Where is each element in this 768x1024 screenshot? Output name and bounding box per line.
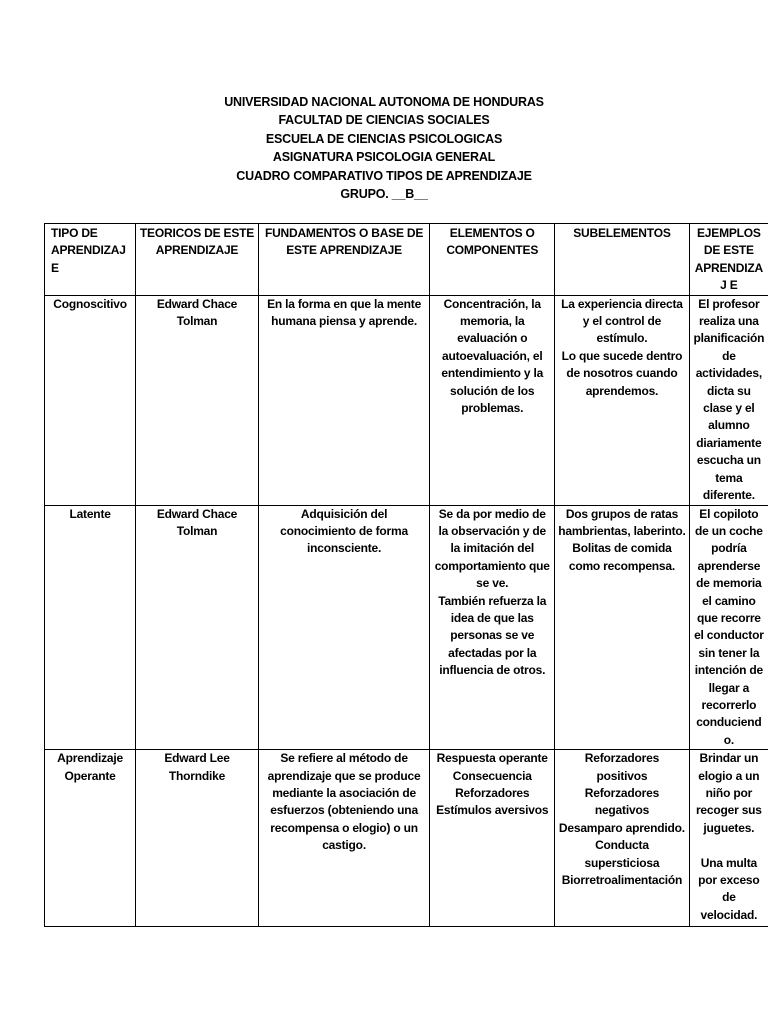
cell-text: Brindar un elogio a un niño por recoger sus juguetes. Una multa por exceso de velocidad.: [695, 751, 762, 922]
cell-fundamentos: [258, 750, 430, 927]
cell-subelementos: [555, 750, 690, 927]
cell-text: Se da por medio de la observación y de la imitación del comportamiento que se ve. También refuerza la idea de que las personas se ve afectadas por la influencia de otros.: [434, 506, 550, 678]
table-row: [45, 505, 768, 750]
school-name: ESCUELA DE CIENCIAS PSICOLOGICAS: [265, 131, 503, 146]
cell-ejemplos: [689, 295, 768, 505]
course-name: ASIGNATURA PSICOLOGIA GENERAL: [272, 150, 496, 165]
university-name: UNIVERSIDAD NACIONAL AUTONOMA DE HONDURAS: [224, 95, 544, 109]
cell-text: Aprendizaje Operante: [57, 751, 123, 783]
cell-teoricos: [136, 295, 259, 505]
document-header: [0, 93, 768, 203]
column-header-teoricos: TEORICOS DE ESTE APRENDIZAJE: [136, 224, 259, 296]
faculty-name: FACULTAD DE CIENCIAS SOCIALES: [278, 113, 490, 128]
cell-teoricos: [136, 505, 259, 750]
column-header-tipo: TIPO DE APRENDIZAJ E: [45, 224, 136, 296]
cell-text: Edward Lee Thorndike: [164, 751, 230, 783]
cell-text: Respuesta operante Consecuencia Reforzadores Estímulos aversivos: [436, 751, 549, 818]
cell-text: Dos grupos de ratas hambrientas, laberinto. Bolitas de comida como recompensa.: [558, 506, 686, 573]
cell-text: Concentración, la memoria, la evaluación o autoevaluación, el entendimiento y la solución de los problemas.: [441, 296, 544, 416]
cell-ejemplos: [689, 505, 768, 750]
cell-tipo: [45, 295, 136, 505]
cell-subelementos: [555, 295, 690, 505]
cell-tipo: [45, 505, 136, 750]
column-header-elementos: ELEMENTOS O COMPONENTES: [430, 224, 555, 296]
cell-text: Edward Chace Tolman: [156, 296, 238, 329]
cell-fundamentos: [258, 295, 430, 505]
cell-text: La experiencia directa y el control de estímulo. Lo que sucede dentro de nosotros cuando aprendemos.: [561, 296, 683, 398]
table-row: [45, 295, 768, 505]
cell-text: El profesor realiza una planificación de actividades, dicta su clase y el alumno diariamente escucha un tema diferente.: [693, 296, 765, 503]
cell-text: Adquisición del conocimiento de forma inconsciente.: [280, 506, 408, 556]
cell-text: Edward Chace Tolman: [156, 506, 238, 538]
cell-text: Cognoscitivo: [53, 296, 127, 311]
column-header-ejemplos: EJEMPLOS DE ESTE APRENDIZAJ E: [689, 224, 768, 296]
cell-text: El copiloto de un coche podría aprenderse de memoria el camino que recorre el conductor sin tener la intención de llegar a recorrerlo conduciendo.: [694, 506, 764, 747]
cell-ejemplos: [689, 750, 768, 927]
cell-teoricos: [136, 750, 259, 927]
table-row: [45, 750, 768, 927]
cell-text: Latente: [69, 506, 111, 521]
column-header-fundamentos: FUNDAMENTOS O BASE DE ESTE APRENDIZAJE: [258, 224, 430, 296]
comparison-table: [44, 223, 768, 927]
cell-text: Se refiere al método de aprendizaje que se produce mediante la asociación de esfuerzos (obteniendo una recompensa o elogio) o un castigo.: [267, 751, 421, 853]
cell-tipo: [45, 750, 136, 927]
cell-elementos: [430, 750, 555, 927]
cell-text: En la forma en que la mente humana piensa y aprende.: [267, 296, 422, 329]
column-header-subelementos: SUBELEMENTOS: [555, 224, 690, 296]
cell-subelementos: [555, 505, 690, 750]
group-label: GRUPO. __B__: [340, 187, 428, 202]
document-title: CUADRO COMPARATIVO TIPOS DE APRENDIZAJE: [236, 168, 532, 183]
cell-text: Reforzadores positivos Reforzadores negativos Desamparo aprendido. Conducta supersticiosa Biorretroalimentación: [558, 751, 685, 888]
cell-elementos: [430, 295, 555, 505]
cell-fundamentos: [258, 505, 430, 750]
cell-elementos: [430, 505, 555, 750]
table-header-row: [45, 224, 768, 296]
